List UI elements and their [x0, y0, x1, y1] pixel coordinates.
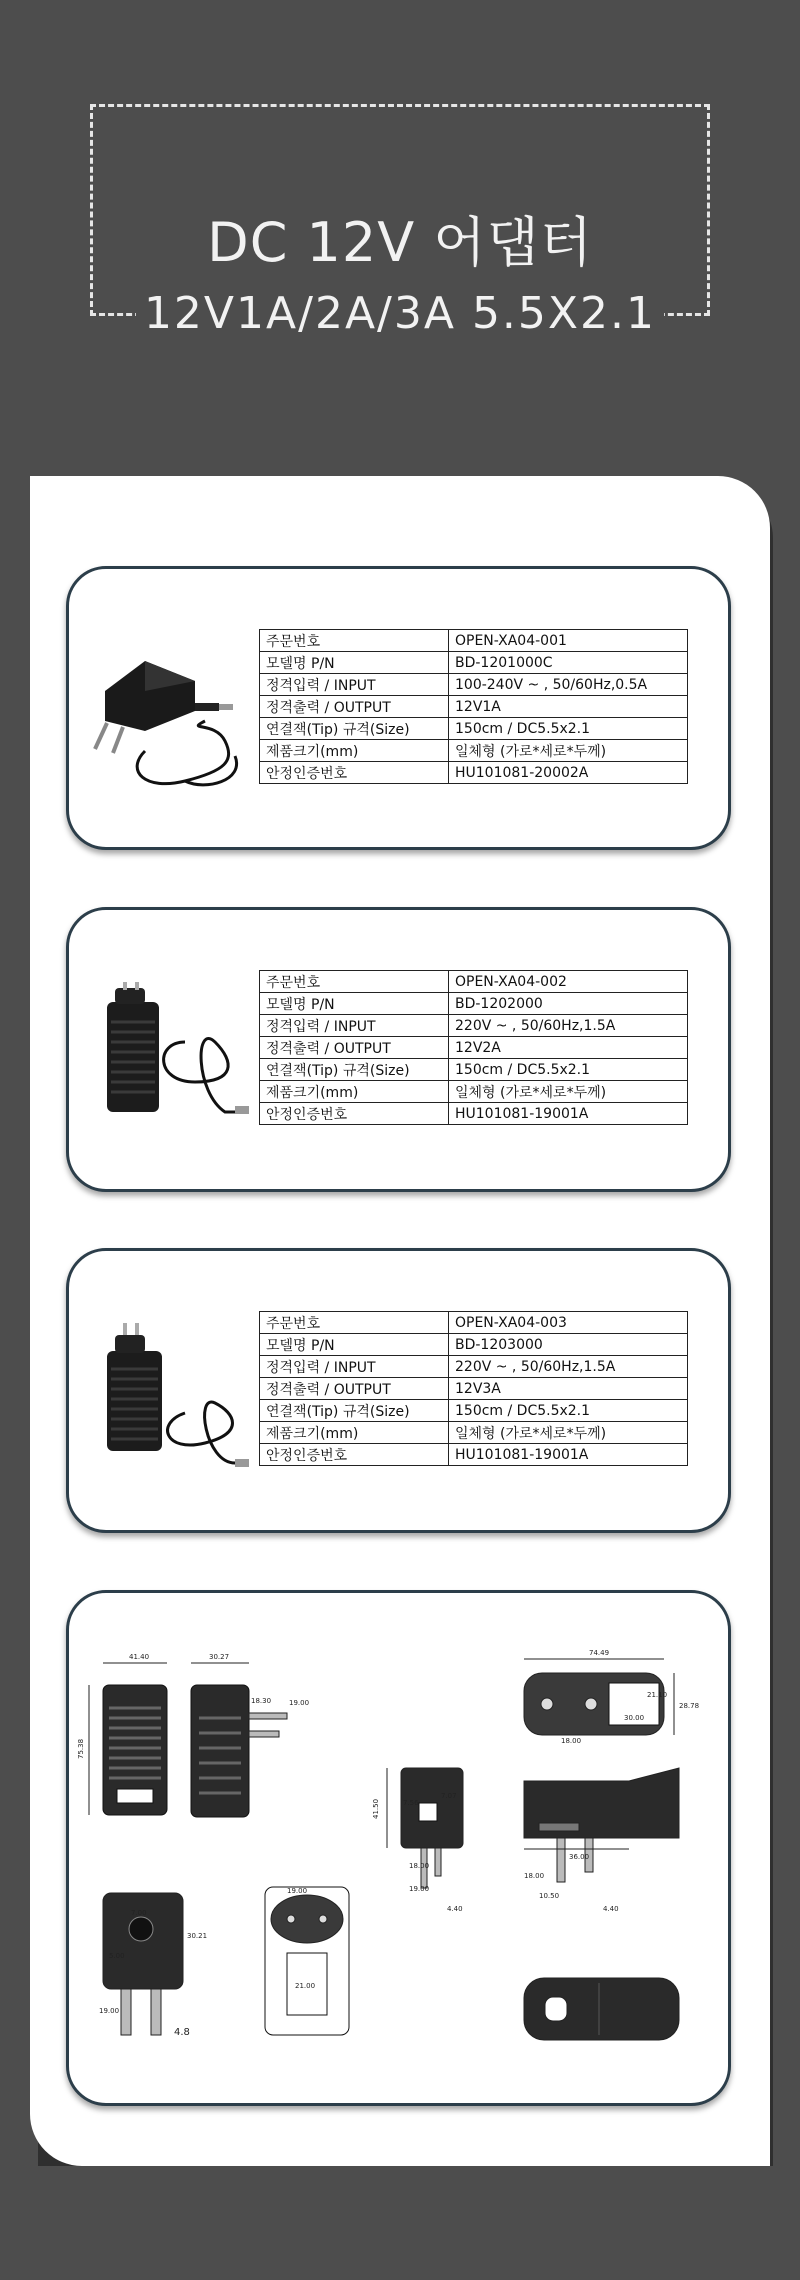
page-title: DC 12V 어댑터: [207, 211, 593, 274]
top-view-drawing: [524, 1978, 679, 2040]
spec-value: 일체형 (가로*세로*두께): [449, 1422, 688, 1444]
plug-back-drawing: [265, 1887, 349, 2035]
adapter-photo-2: [85, 982, 255, 1132]
spec-value: 일체형 (가로*세로*두께): [449, 740, 688, 762]
spec-key: 제품크기(mm): [260, 1422, 449, 1444]
front-view-drawing: [89, 1663, 167, 1815]
spec-key: 제품크기(mm): [260, 1081, 449, 1103]
dim-label: 18.00: [524, 1872, 545, 1880]
dim-label: 7.56: [403, 1799, 419, 1807]
spec-key: 모델명 P/N: [260, 993, 449, 1015]
table-row: [260, 1422, 688, 1444]
spec-value: 12V2A: [449, 1037, 688, 1059]
dim-label: 18.30: [251, 1697, 272, 1705]
spec-key: 정격입력 / INPUT: [260, 674, 449, 696]
spec-key: 연결잭(Tip) 규격(Size): [260, 1400, 449, 1422]
spec-key: 주문번호: [260, 971, 449, 993]
dim-label: 30.27: [209, 1653, 230, 1661]
table-row: [260, 1081, 688, 1103]
dim-label: 19.00: [289, 1699, 310, 1707]
dim-label: 30.00: [624, 1714, 645, 1722]
spec-table-3: [259, 1311, 688, 1466]
spec-value: 150cm / DC5.5x2.1: [449, 1400, 688, 1422]
spec-key: 모델명 P/N: [260, 652, 449, 674]
spec-value: BD-1202000: [449, 993, 688, 1015]
dim-label: 21.00: [295, 1982, 316, 1990]
dim-label: 7.00: [131, 1909, 147, 1917]
spec-value: 12V1A: [449, 696, 688, 718]
table-row: [260, 1334, 688, 1356]
table-row: [260, 1103, 688, 1125]
small-module-drawing: [387, 1768, 463, 1888]
dim-label: 4.8: [174, 2027, 190, 2038]
dim-label: 18.00: [409, 1862, 430, 1870]
dim-label: 19.00: [287, 1887, 308, 1895]
spec-key: 주문번호: [260, 630, 449, 652]
spec-value: 220V ~ , 50/60Hz,1.5A: [449, 1356, 688, 1378]
table-row: [260, 1378, 688, 1400]
table-row: [260, 971, 688, 993]
side-profile-drawing: [524, 1768, 679, 1882]
product-card-3: [66, 1248, 731, 1533]
table-row: [260, 1015, 688, 1037]
table-row: [260, 652, 688, 674]
table-row: [260, 740, 688, 762]
spec-value: OPEN-XA04-003: [449, 1312, 688, 1334]
spec-key: 정격출력 / OUTPUT: [260, 696, 449, 718]
table-row: [260, 1400, 688, 1422]
table-row: [260, 674, 688, 696]
table-row: [260, 718, 688, 740]
adapter-photo-1: [85, 641, 255, 791]
table-row: [260, 1037, 688, 1059]
dim-label: 10.50: [539, 1892, 560, 1900]
spec-value: HU101081-20002A: [449, 762, 688, 784]
spec-value: 일체형 (가로*세로*두께): [449, 1081, 688, 1103]
spec-value: BD-1203000: [449, 1334, 688, 1356]
spec-table-2: [259, 970, 688, 1125]
dim-label: 75.38: [77, 1738, 85, 1759]
dim-label: 41.50: [372, 1798, 380, 1819]
subtitle-text: 12V1A/2A/3A 5.5X2.1: [136, 288, 664, 339]
spec-key: 안정인증번호: [260, 1103, 449, 1125]
table-row: [260, 1444, 688, 1466]
dim-label: 21.10: [647, 1691, 668, 1699]
spec-table-1: [259, 629, 688, 784]
spec-key: 정격입력 / INPUT: [260, 1015, 449, 1037]
dimension-drawings: [69, 1593, 734, 2113]
spec-value: 150cm / DC5.5x2.1: [449, 1059, 688, 1081]
dim-label: 74.49: [589, 1649, 610, 1657]
spec-value: 150cm / DC5.5x2.1: [449, 718, 688, 740]
spec-value: 220V ~ , 50/60Hz,1.5A: [449, 1015, 688, 1037]
spec-value: HU101081-19001A: [449, 1444, 688, 1466]
table-row: [260, 1356, 688, 1378]
product-card-1: [66, 566, 731, 850]
spec-key: 연결잭(Tip) 규격(Size): [260, 718, 449, 740]
spec-value: OPEN-XA04-002: [449, 971, 688, 993]
dim-label: 7.07: [441, 1792, 457, 1800]
dim-label: 19.00: [409, 1885, 430, 1893]
dim-label: 36.00: [569, 1853, 590, 1861]
dim-label: 28.78: [679, 1702, 700, 1710]
dim-label: 18.00: [561, 1737, 582, 1745]
spec-key: 연결잭(Tip) 규격(Size): [260, 1059, 449, 1081]
dim-label: 5.00: [109, 1952, 125, 1960]
dim-label: 30.21: [187, 1932, 208, 1940]
table-row: [260, 1059, 688, 1081]
spec-key: 정격입력 / INPUT: [260, 1356, 449, 1378]
spec-value: BD-1201000C: [449, 652, 688, 674]
dimension-drawings-card: [66, 1590, 731, 2106]
spec-key: 정격출력 / OUTPUT: [260, 1037, 449, 1059]
spec-key: 주문번호: [260, 1312, 449, 1334]
side-view-drawing: [191, 1663, 287, 1817]
spec-value: OPEN-XA04-001: [449, 630, 688, 652]
spec-key: 모델명 P/N: [260, 1334, 449, 1356]
spec-key: 제품크기(mm): [260, 740, 449, 762]
page-subtitle: [0, 288, 800, 339]
spec-value: 12V3A: [449, 1378, 688, 1400]
table-row: [260, 762, 688, 784]
table-row: [260, 696, 688, 718]
table-row: [260, 630, 688, 652]
table-row: [260, 993, 688, 1015]
dim-label: 19.00: [99, 2007, 120, 2015]
adapter-photo-3: [85, 1323, 255, 1473]
spec-key: 안정인증번호: [260, 762, 449, 784]
dim-label: 41.40: [129, 1653, 150, 1661]
spec-key: 안정인증번호: [260, 1444, 449, 1466]
spec-value: HU101081-19001A: [449, 1103, 688, 1125]
spec-value: 100-240V ~ , 50/60Hz,0.5A: [449, 674, 688, 696]
spec-key: 정격출력 / OUTPUT: [260, 1378, 449, 1400]
product-card-2: [66, 907, 731, 1192]
table-row: [260, 1312, 688, 1334]
dim-label: 4.40: [447, 1905, 463, 1913]
dim-label: 4.40: [603, 1905, 619, 1913]
